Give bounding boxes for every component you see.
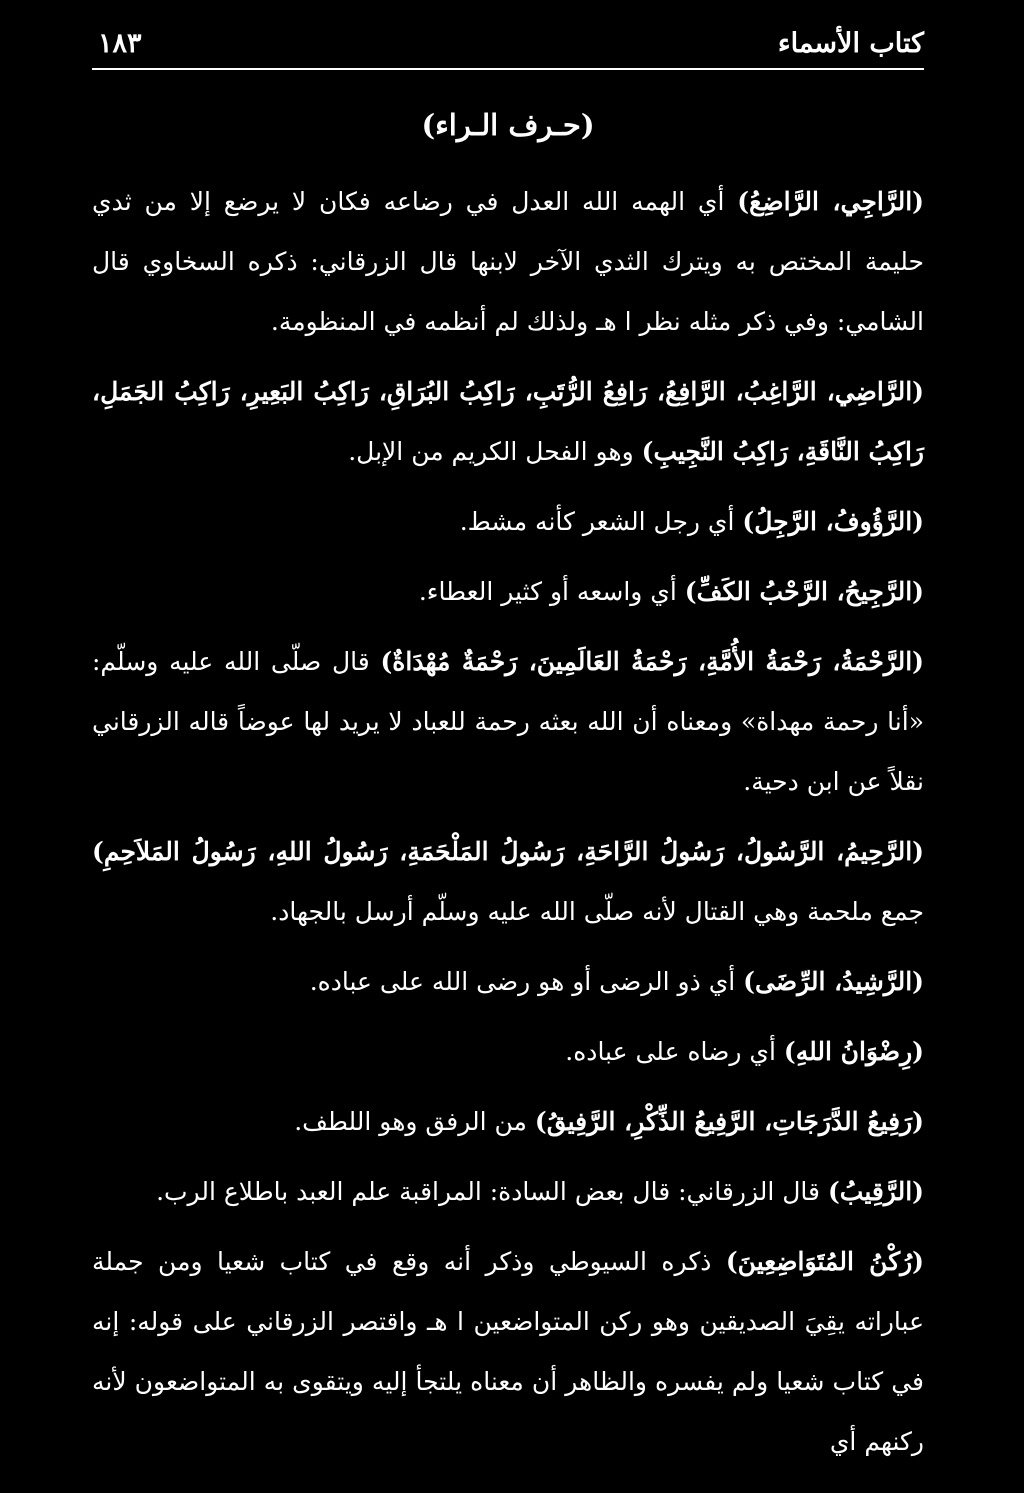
section-heading: (حـرف الـراء) [421, 108, 595, 142]
entry-term: (الرَّحِيمُ، الرَّسُولُ، رَسُولُ الرَّاحَةِ، رَسُولُ المَلْحَمَةِ، رَسُولُ اللهِ، رَسُولُ المَلاَحِمِ) [92, 837, 924, 866]
entry-term: (الرَّحْمَةُ، رَحْمَةُ الأُمَّةِ، رَحْمَةُ العَالَمِينَ، رَحْمَةٌ مُهْدَاةٌ) [380, 647, 924, 676]
entry-term: (الرَّاضِي، الرَّاغِبُ، الرَّافِعُ، رَافِعُ الرُّتَبِ، رَاكِبُ البُرَاقِ، رَاكِبُ البَعِيرِ، رَاكِبُ الجَمَلِ، رَاكِبُ النَّاقَةِ، رَاكِبُ النَّجِيبِ) [92, 377, 924, 466]
entry-text: ذكره السيوطي وذكر أنه وقع في كتاب شعيا ومن جملة عباراته يقِيَ الصديقين وهو ركن المتواضعين ا هـ واقتصر الزرقاني على قوله: إنه في كتاب شعيا ولم يفسره والظاهر أن معناه يلتجأ إليه ويتقوى به المتواضعون لأنه ركنهم أي [92, 1247, 924, 1456]
entry-radee [92, 362, 924, 482]
entry-text: أي الهمه الله العدل في رضاعه فكان لا يرضع إلا من ثدي حليمة المختص به ويترك الثدي الآخر لابنها قال الزرقاني: ذكره السخاوي قال الشامي: وفي ذكر مثله نظر ا هـ ولذلك لم أنظمه في المنظومة. [92, 187, 924, 336]
entry-rafee [92, 1092, 924, 1152]
entry-text: من الرفق وهو اللطف. [294, 1107, 535, 1136]
entry-text: أي واسعه أو كثير العطاء. [418, 577, 685, 606]
entry-raoof [92, 492, 924, 552]
entry-text: وهو الفحل الكريم من الإبل. [348, 437, 642, 466]
entry-ridwan [92, 1022, 924, 1082]
entry-text: أي رجل الشعر كأنه مشط. [459, 507, 743, 536]
entry-term: (رَفِيعُ الدَّرَجَاتِ، الرَّفِيعُ الذِّكْرِ، الرَّفِيقُ) [534, 1107, 924, 1136]
entry-term: (الرَّشِيدُ، الرِّضَى) [743, 967, 924, 996]
entry-rukn [92, 1232, 924, 1472]
entry-raheem [92, 822, 924, 942]
entry-raqeeb [92, 1162, 924, 1222]
entry-term: (الرَّاجِي، الرَّاضِعُ) [737, 187, 924, 216]
book-page [92, 22, 924, 1482]
entry-rajeeh [92, 562, 924, 622]
page-number: ١٨٣ [98, 28, 142, 59]
entry-term: (الرَّقِيبُ) [827, 1177, 924, 1206]
entry-text: جمع ملحمة وهي القتال لأنه صلّى الله عليه وسلّم أرسل بالجهاد. [270, 897, 924, 926]
entry-text: أي ذو الرضى أو هو رضى الله على عباده. [309, 967, 744, 996]
entry-text: أي رضاه على عباده. [565, 1037, 784, 1066]
entry-term: (الرَّجِيحُ، الرَّحْبُ الكَفِّ) [684, 577, 924, 606]
entry-term: (الرَّؤُوفُ، الرَّجِلُ) [742, 507, 924, 536]
entry-rajee [92, 172, 924, 352]
entry-rasheed [92, 952, 924, 1012]
entry-text: قال الزرقاني: قال بعض السادة: المراقبة علم العبد باطلاع الرب. [156, 1177, 828, 1206]
page-header [92, 22, 924, 70]
entry-term: (رِضْوَانُ اللهِ) [783, 1037, 924, 1066]
book-title: كتاب الأسماء [777, 28, 924, 59]
entry-rahma [92, 632, 924, 812]
entry-term: (رُكْنُ المُتَوَاضِعِينَ) [725, 1247, 924, 1276]
entry-text: قال صلّى الله عليه وسلّم: «أنا رحمة مهداة» ومعناه أن الله بعثه رحمة للعباد لا يريد لها عوضاً قاله الزرقاني نقلاً عن ابن دحية. [92, 647, 924, 796]
